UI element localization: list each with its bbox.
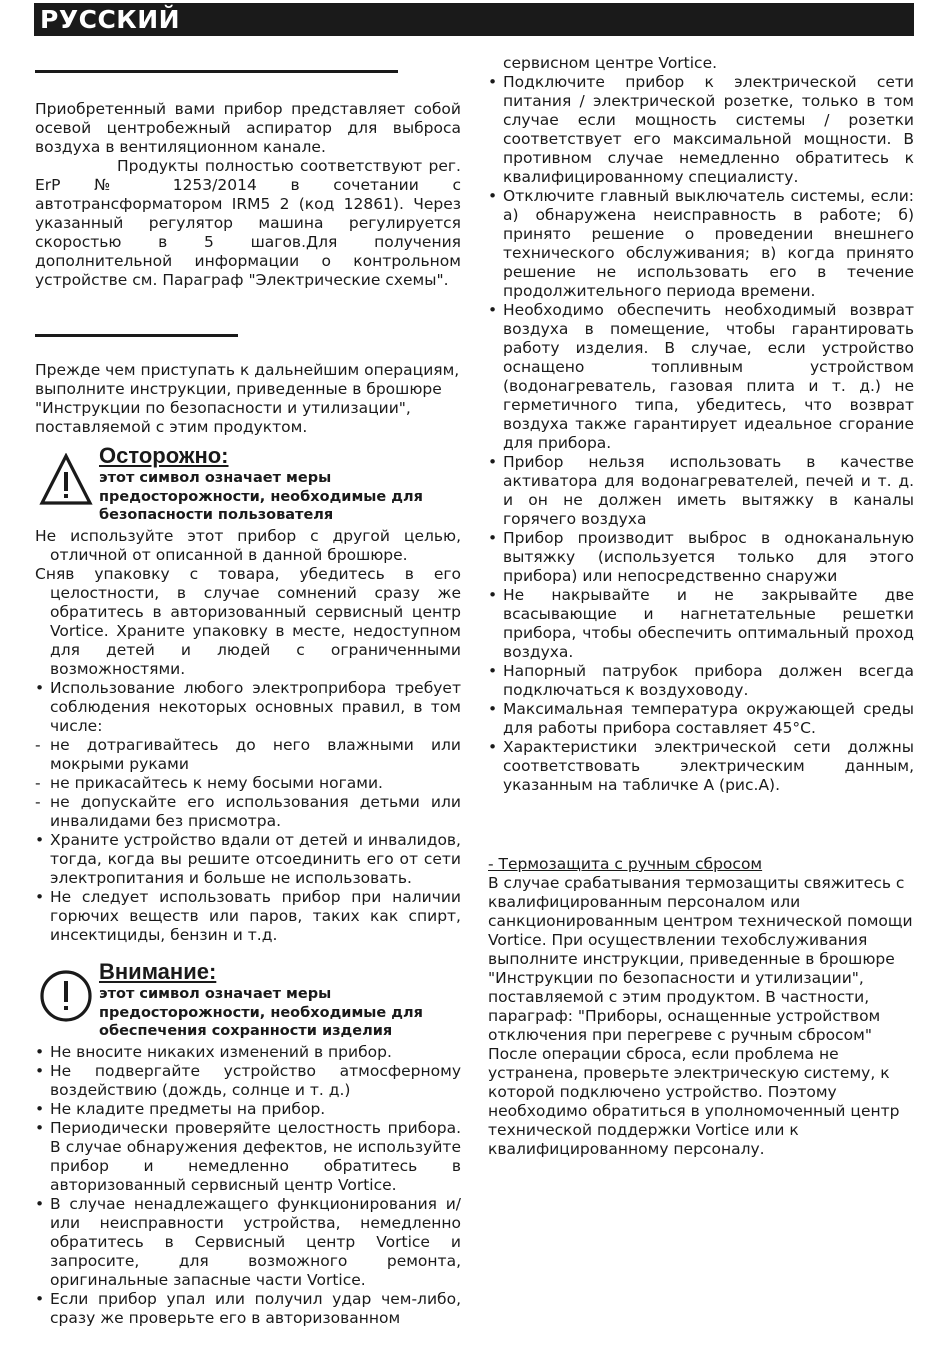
attention-block xyxy=(35,959,461,1043)
list-item: • Если прибор упал или получил удар чем-либо, сразу же проверьте его в авторизованном xyxy=(35,1290,461,1328)
list-item: • Необходимо обеспечить необходимый возврат воздуха в помещение, чтобы гарантировать работу изделия. В случае, если устройство оснащено топливным устройством (водонагреватель, газовая плита и т. д.) не герметичного типа, убедитесь, что возврат воздуха также гарантирует идеальное сгорание для прибора. xyxy=(488,301,914,453)
language-header xyxy=(34,3,914,36)
thermal-protection-text: В случае срабатывания термозащиты свяжитесь с квалифицированным персоналом или санкционированным центром технической помощи Vortice. При осуществлении техобслуживания выполните инструкции, приведенные в брошюре "Инструкции по безопасности и утилизации", поставляемой с этим продуктом. В частности, параграф: "Приборы, оснащенные устройством отключения при перегреве с ручным сбросом" После операции сброса, если проблема не устранена, проверьте электрическую систему, к которой подключено устройство. Поэтому необходимо обратиться в уполномоченный центр технической поддержки Vortice или к квалифицированному персоналу. xyxy=(488,874,913,1158)
list-item: • Не вносите никаких изменений в прибор. xyxy=(35,1043,461,1062)
attention-subtitle: этот символ означает меры предосторожности, необходимые для обеспечения сохранности изделия xyxy=(99,986,423,1039)
list-item: • Использование любого электроприбора требует соблюдения некоторых основных правил, в том числе: xyxy=(35,679,461,736)
list-item: сервисном центре Vortice. xyxy=(503,54,718,72)
warning-triangle-icon xyxy=(39,453,93,507)
list-item: • Напорный патрубок прибора должен всегда подключаться к воздуховоду. xyxy=(488,662,914,700)
list-item: • Не кладите предметы на прибор. xyxy=(35,1100,461,1119)
list-item: • Прибор производит выброс в одноканальную вытяжку (используется только для этого прибора) или непосредственно снаружи xyxy=(488,529,914,586)
attention-list xyxy=(35,1043,461,1328)
list-item: Не используйте этот прибор с другой целью, отличной от описанной в данной брошюре. xyxy=(35,527,461,564)
attention-title: Внимание: xyxy=(99,959,217,984)
exclamation-circle-icon xyxy=(39,969,93,1023)
list-item: • Не подвергайте устройство атмосферному воздействию (дождь, солнце и т. д.) xyxy=(35,1062,461,1100)
list-item: • Не накрывайте и не закрывайте две всасывающие и нагнетательные решетки прибора, чтобы обеспечить оптимальный проход воздуха. xyxy=(488,586,914,662)
list-item: • Не следует использовать прибор при наличии горючих веществ или паров, таких как спирт, инсектициды, бензин и т.д. xyxy=(35,888,461,945)
right-column xyxy=(488,54,914,1159)
list-item: • Отключите главный выключатель системы, если: а) обнаружена неисправность в работе; б) принято решение о проведении внешнего технического обслуживания; в) когда принято решение не использовать его в течение продолжительного периода времени. xyxy=(488,187,914,301)
list-item: - не допускайте его использования детьми или инвалидами без присмотра. xyxy=(35,793,461,831)
safety-list-continued xyxy=(488,54,914,795)
list-item: - не дотрагивайтесь до него влажными или мокрыми руками xyxy=(35,736,461,774)
thermal-protection-heading: - Термозащита с ручным сбросом xyxy=(488,855,763,873)
caution-subtitle: этот символ означает меры предосторожности, необходимые для безопасности пользователя xyxy=(99,470,423,523)
intro-paragraph-1: Приобретенный вами прибор представляет собой осевой центробежный аспиратор для выброса воздуха в вентиляционном канале. xyxy=(35,100,461,156)
list-item: - не прикасайтесь к нему босыми ногами. xyxy=(35,774,461,793)
list-item: • Периодически проверяйте целостность прибора. В случае обнаружения дефектов, не используйте прибор и немедленно обратитесь в авторизованный сервисный центр Vortice. xyxy=(35,1119,461,1195)
language-title: РУССКИЙ xyxy=(40,5,181,34)
list-item: • Подключите прибор к электрической сети питания / электрической розетке, только в том случае если мощность системы / розетки соответствует его максимальной мощности. В противном случае немедленно обратитесь к квалифицированному специалисту. xyxy=(488,73,914,187)
caution-title: Осторожно: xyxy=(99,443,229,468)
list-item: Сняв упаковку с товара, убедитесь в его целостности, в случае сомнений сразу же обратитесь в авторизованный сервисный центр Vortice. Храните упаковку в месте, недоступном для детей и людей с ограниченными возможностями. xyxy=(35,565,461,678)
list-item: • В случае ненадлежащего функционирования и/или неисправности устройства, немедленно обратитесь в Сервисный центр Vortice и запросите, для возможного ремонта, оригинальные запасные части Vortice. xyxy=(35,1195,461,1290)
intro-paragraph-2: Продукты полностью соответствуют рег. ErP № 1253/2014 в сочетании с автотрансформатором IRM5 2 (код 12861). Через указанный регулятор машина регулируется скоростью в 5 шагов.Для получения дополнительной информации о контрольном устройстве см. Параграф "Электрические схемы". xyxy=(35,157,461,289)
list-item: • Характеристики электрической сети должны соответствовать электрическим данным, указанным на табличке A (рис.A). xyxy=(488,738,914,795)
list-item: • Храните устройство вдали от детей и инвалидов, тогда, когда вы решите отсоединить его от сети электропитания и больше не использовать. xyxy=(35,831,461,888)
intro-paragraph-3: Прежде чем приступать к дальнейшим операциям, выполните инструкции, приведенные в брошюре "Инструкции по безопасности и утилизации", поставляемой с этим продуктом. xyxy=(35,361,460,436)
left-column xyxy=(35,70,461,1328)
list-item: • Прибор нельзя использовать в качестве активатора для водонагревателей, печей и т. д. и он не должен иметь вытяжку в каналы горячего воздуха xyxy=(488,453,914,529)
list-item: • Максимальная температура окружающей среды для работы прибора составляет 45°C. xyxy=(488,700,914,738)
caution-list xyxy=(35,527,461,945)
caution-block xyxy=(35,443,461,527)
